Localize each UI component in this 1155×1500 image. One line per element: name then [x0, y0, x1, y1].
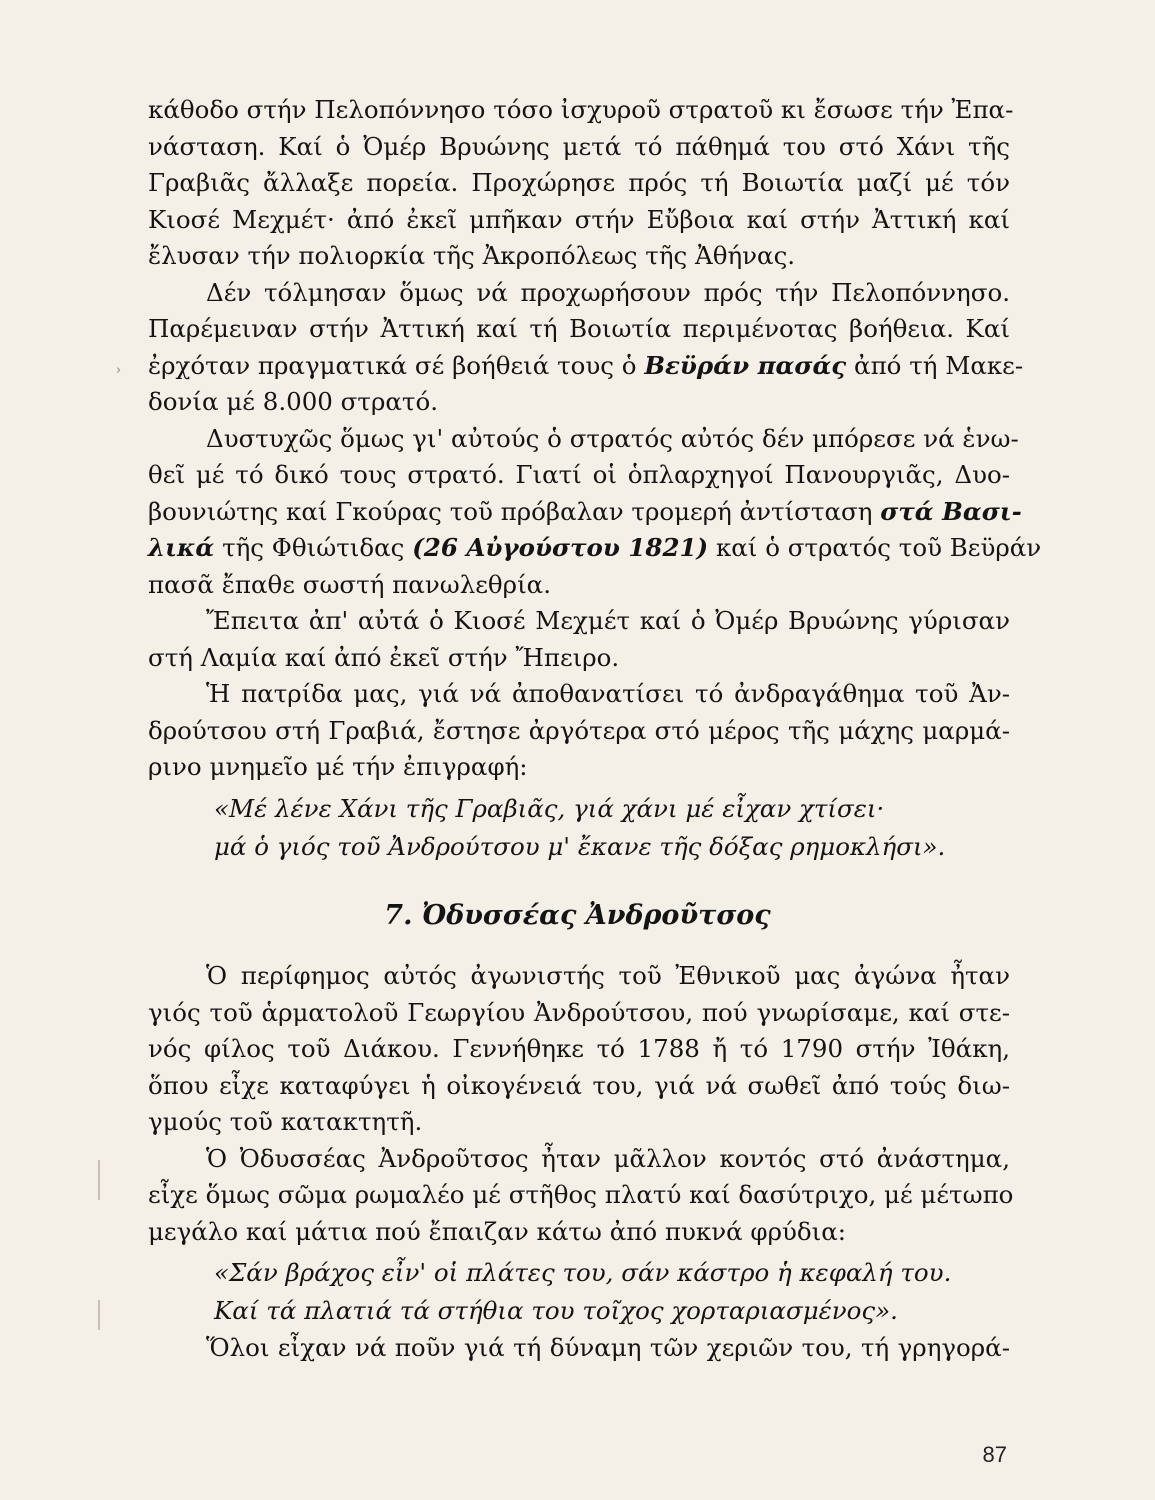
text-line: θεῖ μέ τό δικό τους στρατό. Γιατί οἱ ὁπλαρχηγοί Πανουργιᾶς, Δυο-: [148, 460, 1010, 489]
paragraph-start: Ὅλοι εἶχαν νά ποῦν γιά τή δύναμη τῶν χεριῶν του, τή γρηγορά-: [206, 1333, 1010, 1362]
text-line: [148, 530, 1042, 567]
text-line: δονία μέ 8.000 στρατό.: [148, 387, 438, 416]
folk-song-quote-line: Καί τά πλατιά τά στήθια του τοῖχος χορταριασμένος».: [214, 1296, 898, 1325]
body-text-section-1: [148, 92, 1042, 866]
text-run: βουνιώτης καί Γκούρας τοῦ πρόβαλαν τρομερή ἀντίσταση: [148, 496, 873, 526]
emphasis-place: λικά: [148, 533, 215, 562]
text-run: ἀπό τή Μακε-: [854, 350, 1024, 380]
text-run: τῆς Φθιώτιδας: [222, 533, 405, 562]
text-line: [148, 494, 1022, 531]
margin-scratch: [98, 1300, 100, 1330]
paragraph-start: Ὁ περίφημος αὐτός ἀγωνιστής τοῦ Ἐθνικοῦ μας ἀγώνα ἦταν: [206, 961, 1010, 990]
paragraph-start: Δυστυχῶς ὅμως γι' αὐτούς ὁ στρατός αὐτός δέν μπόρεσε νά ἑνω-: [206, 423, 1019, 453]
paragraph-start: Ἡ πατρίδα μας, γιά νά ἀποθανατίσει τό ἀνδραγάθημα τοῦ Ἀν-: [206, 679, 1010, 708]
text-line: ρινο μνημεῖο μέ τήν ἐπιγραφή:: [148, 752, 528, 781]
text-line: ὅπου εἶχε καταφύγει ἡ οἰκογένειά του, γιά νά σωθεῖ ἀπό τούς διω-: [148, 1070, 1010, 1100]
text-line: γιός τοῦ ἁρματολοῦ Γεωργίου Ἀνδρούτσου, πού γνωρίσαμε, καί στε-: [148, 997, 1010, 1027]
text-line: κάθοδο στήν Πελοπόννησο τόσο ἰσχυροῦ στρατοῦ κι ἔσωσε τήν Ἐπα-: [148, 95, 1014, 124]
emphasis-place: στά Βασι-: [880, 496, 1022, 526]
folk-song-quote-line: «Σάν βράχος εἶν' οἱ πλάτες του, σάν κάστρο ἡ κεφαλή του.: [214, 1258, 952, 1287]
body-text-section-2: [148, 958, 1014, 1367]
text-line: στή Λαμία καί ἀπό ἐκεῖ στήν Ἤπειρο.: [148, 642, 620, 672]
text-line: νός φίλος τοῦ Διάκου. Γεννήθηκε τό 1788 ἤ τό 1790 στήν Ἰθάκη,: [148, 1034, 1010, 1063]
text-line: μεγάλο καί μάτια πού ἔπαιζαν κάτω ἀπό πυκνά φρύδια:: [148, 1216, 847, 1246]
margin-scratch: [98, 1160, 100, 1200]
text-run: καί ὁ στρατός τοῦ Βεϋράν: [715, 533, 1042, 562]
text-line: Κιοσέ Μεχμέτ· ἀπό ἐκεῖ μπῆκαν στήν Εὔβοια καί στήν Ἀττική καί: [148, 204, 1010, 234]
text-line: νάσταση. Καί ὁ Ὀμέρ Βρυώνης μετά τό πάθημά του στό Χάνι τῆς: [148, 131, 1010, 161]
text-line: εἶχε ὅμως σῶμα ρωμαλέο μέ στῆθος πλατύ καί δασύτριχο, μέ μέτωπο: [148, 1180, 1014, 1209]
text-line: πασᾶ ἔπαθε σωστή πανωλεθρία.: [148, 569, 552, 599]
inscription-quote-line: μά ὁ γιός τοῦ Ἀνδρούτσου μ' ἔκανε τῆς δόξας ρημοκλήσι».: [214, 831, 946, 861]
text-line: [148, 348, 1024, 385]
paragraph-start: Ἔπειτα ἀπ' αὐτά ὁ Κιοσέ Μεχμέτ καί ὁ Ὀμέρ Βρυώνης γύρισαν: [206, 606, 1010, 635]
emphasis-date: (26 Αὐγούστου 1821): [412, 533, 709, 562]
section-heading: 7. Ὀδυσσέας Ἀνδροῦτσος: [384, 900, 771, 931]
text-line: Γραβιᾶς ἄλλαξε πορεία. Προχώρησε πρός τή Βοιωτία μαζί μέ τόν: [148, 168, 1010, 197]
text-line: Παρέμειναν στήν Ἀττική καί τή Βοιωτία περιμένοτας βοήθεια. Καί: [148, 314, 1010, 343]
paragraph-start: Ὁ Ὀδυσσέας Ἀνδροῦτσος ἦταν μᾶλλον κοντός στό ἀνάστημα,: [206, 1143, 1010, 1173]
margin-arrow-mark: ›: [116, 363, 122, 378]
text-run: ἐρχόταν πραγματικά σέ βοήθειά τους ὁ: [148, 350, 637, 380]
text-line: γμούς τοῦ κατακτητῆ.: [148, 1107, 423, 1136]
emphasis-name: Βεϋράν πασάς: [644, 350, 847, 380]
paragraph-start: Δέν τόλμησαν ὅμως νά προχωρήσουν πρός τήν Πελοπόννησο.: [206, 277, 1010, 307]
text-line: δρούτσου στή Γραβιά, ἔστησε ἀργότερα στό μέρος τῆς μάχης μαρμά-: [148, 715, 1010, 745]
page-number: 87: [982, 1442, 1007, 1467]
text-line: ἔλυσαν τήν πολιορκία τῆς Ἀκροπόλεως τῆς Ἀθήνας.: [148, 241, 796, 270]
inscription-quote-line: «Μέ λένε Χάνι τῆς Γραβιᾶς, γιά χάνι μέ εἶχαν χτίσει·: [214, 793, 885, 823]
